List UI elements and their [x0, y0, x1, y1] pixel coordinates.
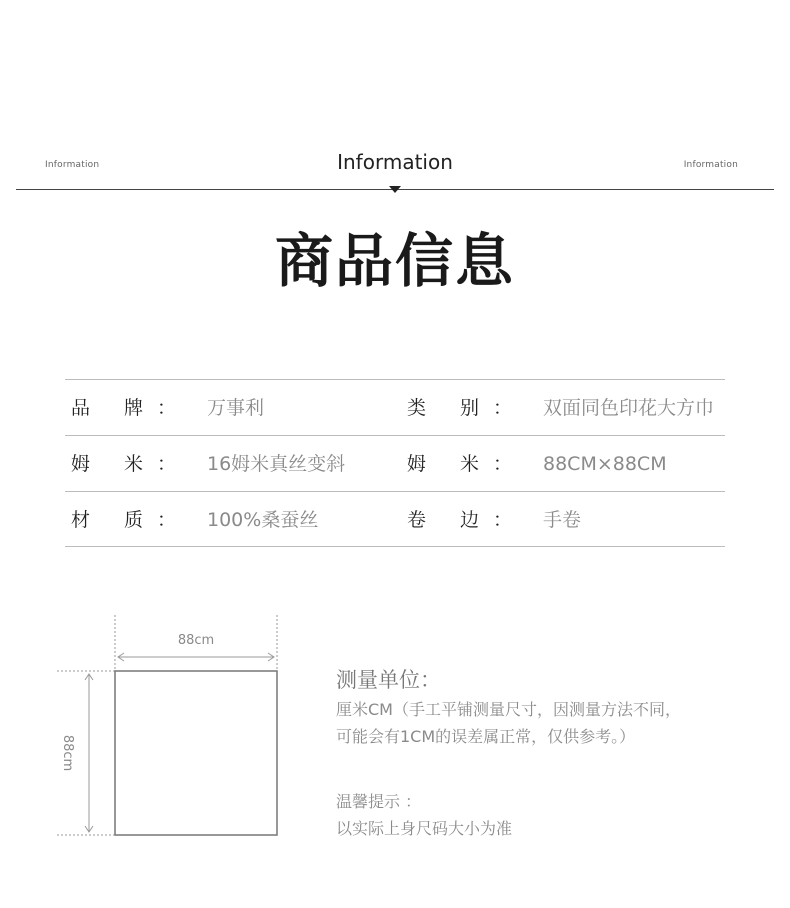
spec-value: 手卷: [543, 509, 582, 531]
spec-value: 16姆米真丝变斜: [207, 453, 346, 475]
spec-label: 姆 米：: [71, 453, 191, 475]
spec-label: 卷 边：: [407, 509, 527, 531]
measurement-title: 测量单位：: [336, 668, 441, 692]
spec-label: 姆 米：: [407, 453, 527, 475]
measurement-note: 可能会有1CM的误差属正常，仅供参考。）: [336, 727, 636, 746]
header-title: Information: [337, 150, 453, 174]
spec-label: 材 质：: [71, 509, 191, 531]
spec-label: 品 牌：: [71, 397, 191, 419]
spec-value: 100%桑蚕丝: [207, 509, 319, 531]
height-label: 88cm: [60, 734, 75, 772]
width-label: 88cm: [177, 633, 215, 648]
spec-value: 万事利: [207, 397, 265, 419]
spec-value: 88CM×88CM: [543, 453, 667, 475]
header-left-label: Information: [45, 160, 100, 170]
header-right-label: Information: [683, 160, 738, 170]
measurement-note: 厘米CM（手工平铺测量尺寸，因测量方法不同，: [336, 700, 681, 719]
scarf-outline: [115, 671, 277, 835]
tip-text: 以实际上身尺码大小为准: [336, 819, 513, 838]
tip-title: 温馨提示 ：: [336, 792, 422, 811]
page-title: 商品信息: [274, 227, 515, 295]
spec-label: 类 别：: [407, 397, 527, 419]
spec-value: 双面同色印花大方巾: [543, 397, 715, 419]
